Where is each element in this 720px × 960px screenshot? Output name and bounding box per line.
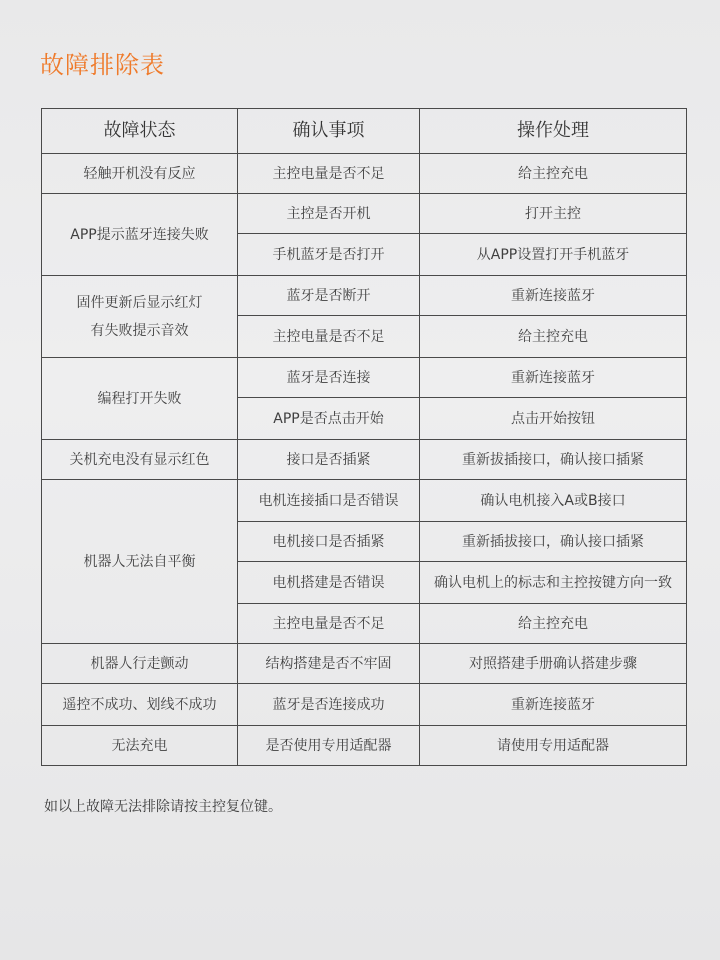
action-cell: 打开主控 [420,194,687,234]
header-action: 操作处理 [420,109,687,154]
action-cell: 请使用专用适配器 [420,726,687,766]
fault-status-text: 编程打开失败 [97,390,182,407]
check-item-cell: 主控电量是否不足 [238,316,420,358]
action-cell: 给主控充电 [420,154,687,194]
check-item-cell: 主控电量是否不足 [238,604,420,644]
check-item-cell: 电机接口是否插紧 [238,522,420,562]
action-cell: 确认电机接入A或B接口 [420,480,687,522]
action-cell: 重新连接蓝牙 [420,276,687,316]
footnote: 如以上故障无法排除请按主控复位键。 [44,799,282,815]
table-body [42,154,687,766]
check-item-cell: 电机搭建是否错误 [238,562,420,604]
check-item-cell: 接口是否插紧 [238,440,420,480]
action-cell: 给主控充电 [420,316,687,358]
table-row [42,358,687,398]
header-status: 故障状态 [42,109,238,154]
check-item-cell: APP是否点击开始 [238,398,420,440]
table-row [42,684,687,726]
action-cell: 重新插拔接口，确认接口插紧 [420,522,687,562]
fault-status-text: 遥控不成功、划线不成功 [62,696,217,713]
action-cell: 重新拔插接口，确认接口插紧 [420,440,687,480]
fault-status-text: 固件更新后显示红灯 [76,294,203,311]
action-cell: 确认电机上的标志和主控按键方向一致 [420,562,687,604]
fault-status-cell [42,684,238,726]
fault-status-text: APP提示蓝牙连接失败 [70,226,209,243]
troubleshooting-table [41,108,687,766]
table-row [42,440,687,480]
fault-status-text: 机器人行走颤动 [90,655,189,672]
fault-status-text: 关机充电没有显示红色 [69,451,210,468]
fault-status-cell [42,194,238,276]
fault-status-cell [42,358,238,440]
action-cell: 重新连接蓝牙 [420,684,687,726]
fault-status-text: 轻触开机没有反应 [83,165,196,182]
action-cell: 点击开始按钮 [420,398,687,440]
fault-status-cell [42,726,238,766]
action-cell: 对照搭建手册确认搭建步骤 [420,644,687,684]
fault-status-text: 无法充电 [111,737,168,754]
table-row [42,480,687,522]
fault-status-cell [42,480,238,644]
table-row [42,194,687,234]
fault-status-text: 有失败提示音效 [90,322,189,339]
check-item-cell: 蓝牙是否断开 [238,276,420,316]
action-cell: 重新连接蓝牙 [420,358,687,398]
table-header-row [42,109,687,154]
check-item-cell: 电机连接插口是否错误 [238,480,420,522]
check-item-cell: 是否使用专用适配器 [238,726,420,766]
header-check: 确认事项 [238,109,420,154]
action-cell: 从APP设置打开手机蓝牙 [420,234,687,276]
page-title: 故障排除表 [40,51,165,79]
check-item-cell: 蓝牙是否连接成功 [238,684,420,726]
fault-status-cell [42,644,238,684]
table-row [42,726,687,766]
check-item-cell: 主控是否开机 [238,194,420,234]
fault-status-text: 机器人无法自平衡 [83,553,196,570]
fault-status-cell [42,276,238,358]
fault-status-cell [42,154,238,194]
check-item-cell: 主控电量是否不足 [238,154,420,194]
check-item-cell: 结构搭建是否不牢固 [238,644,420,684]
check-item-cell: 手机蓝牙是否打开 [238,234,420,276]
fault-status-cell [42,440,238,480]
table-row [42,276,687,316]
table-row [42,154,687,194]
action-cell: 给主控充电 [420,604,687,644]
check-item-cell: 蓝牙是否连接 [238,358,420,398]
table-row [42,644,687,684]
